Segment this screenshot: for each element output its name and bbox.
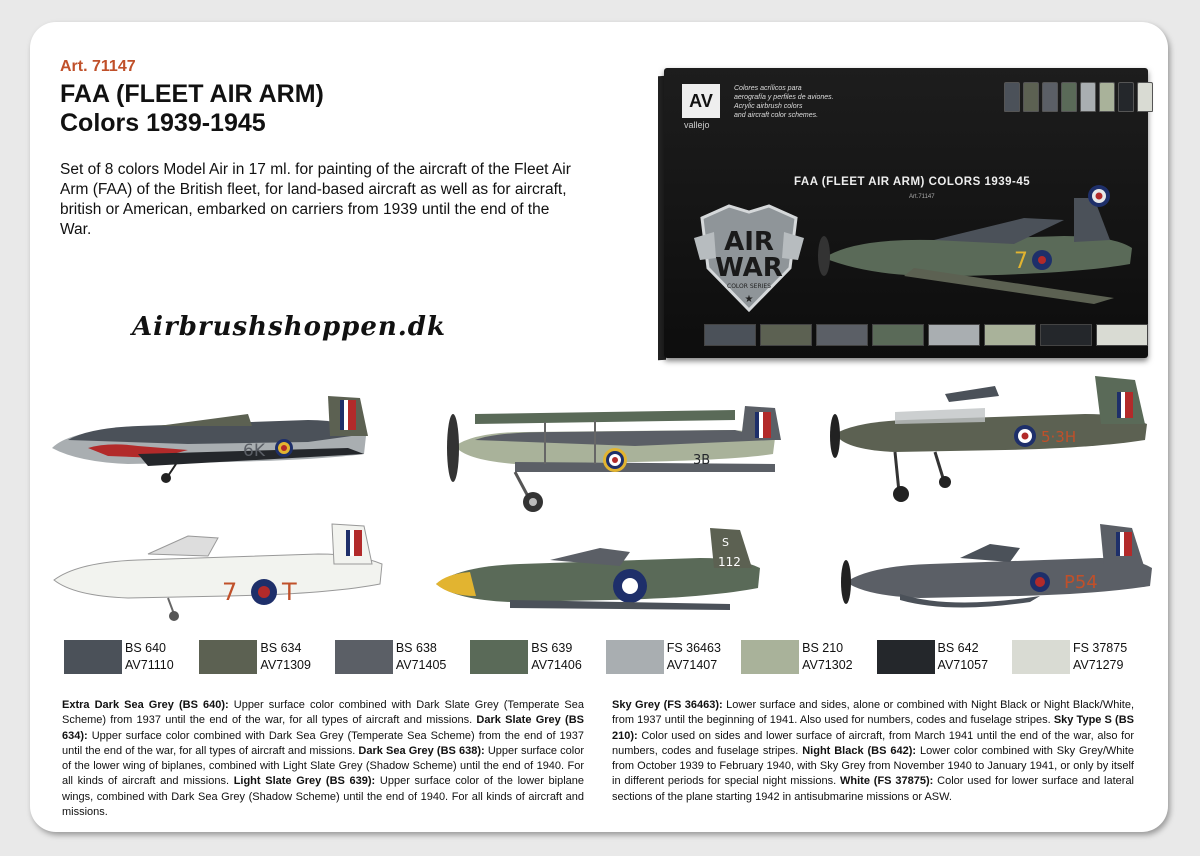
color-name: Sky Grey (FS 36463): (612, 699, 723, 711)
plane-code-3: 5·3H (1041, 428, 1077, 446)
color-name: Dark Slate Grey (BS 634): (62, 714, 585, 742)
box-swatch (872, 324, 924, 346)
swatch-ref: AV71279 (1072, 658, 1124, 672)
color-usage: Upper surface color of the lower biplane wings, combined with Dark Sea Grey (Shadow Scheme) until the end of 1940. For all kinds of aircraft and missions. (62, 775, 585, 819)
color-name: White (FS 37875): (840, 775, 934, 788)
color-name: Light Slate Grey (BS 639): (233, 775, 376, 788)
box-swatch (984, 324, 1036, 346)
swatch-label (938, 640, 989, 674)
swatch-ref: AV71110 (125, 658, 174, 672)
swatch-group (1012, 640, 1144, 680)
plane-code-6: 112 (718, 555, 741, 569)
box-title: FAA (FLEET AIR ARM) COLORS 1939-45 (794, 176, 1031, 188)
box-swatch (1040, 324, 1092, 346)
box-swatch (760, 324, 812, 346)
box-swatch (928, 324, 980, 346)
swatch-label (260, 640, 311, 674)
product-description: Set of 8 colors Model Air in 17 ml. for painting of the aircraft of the Fleet Air Arm (FAA) of the British fleet, for land-based aircraft as well as for aircraft, british or American, embarked on carriers from 1939 until the end of the War. (60, 161, 571, 238)
color-swatch-legend (64, 640, 1144, 680)
product-box-image (658, 62, 1148, 362)
swatch-chip (335, 640, 393, 674)
air-war-badge-icon (694, 198, 804, 318)
swatch-label (125, 640, 174, 674)
paint-pot-icon (1023, 82, 1039, 112)
swatch-code: BS 634 (260, 641, 302, 655)
badge-line-2: WAR (715, 253, 783, 283)
svg-text:7: 7 (1014, 249, 1028, 274)
box-swatch (704, 324, 756, 346)
box-swatch (816, 324, 868, 346)
swatch-group (606, 640, 738, 680)
box-brand: vallejo (684, 120, 710, 130)
color-usage: Color used on sides and lower surface of aircraft, from March 1941 until the end of the war, also for numbers, codes and fuselage stripes. (612, 729, 1134, 757)
plane-profile-1 (48, 390, 378, 485)
box-tagline (734, 84, 884, 120)
paint-pot-icon (1042, 82, 1058, 112)
box-tagline-3: Acrylic airbrush colors (734, 103, 803, 110)
description-right-column (612, 698, 1134, 805)
paint-pot-icon (1118, 82, 1134, 112)
swatch-ref: AV71406 (531, 658, 582, 672)
box-paint-pots (1004, 82, 1153, 112)
swatch-ref: AV71405 (395, 658, 447, 672)
swatch-chip (877, 640, 935, 674)
box-color-strip (704, 324, 1148, 346)
box-art-number: Art.71147 (909, 194, 935, 200)
plane-code-2: 3B (693, 453, 711, 468)
swatch-code: FS 36463 (666, 641, 721, 655)
color-name: Sky Type S (BS 210): (612, 714, 1134, 742)
title-line-1: FAA (FLEET AIR ARM) (60, 80, 324, 108)
description-left-column (62, 698, 584, 820)
badge-series: COLOR SERIES (727, 283, 771, 290)
color-usage: Upper surface color of the lower wing of biplanes, combined with Light Slate Grey (Shadow Scheme) until the end of 1940. For all kinds of aircraft and missions. (62, 744, 584, 788)
color-name: Extra Dark Sea Grey (BS 640): (62, 699, 229, 711)
swatch-label (802, 640, 853, 674)
swatch-group (199, 640, 331, 680)
swatch-chip (470, 640, 528, 674)
swatch-label (531, 640, 582, 674)
plane-code-5: T (282, 578, 297, 606)
swatch-group (64, 640, 196, 680)
swatch-chip (1012, 640, 1070, 674)
swatch-ref: AV71302 (802, 658, 853, 672)
paint-pot-icon (1061, 82, 1077, 112)
swatch-ref: AV71309 (260, 658, 311, 672)
swatch-code: BS 640 (125, 641, 167, 655)
color-usage: Color used for lower surface and lateral sections of the plane starting 1942 in antisubmarine missions or ASW. (612, 775, 1134, 803)
plane-profile-3 (825, 374, 1155, 504)
swatch-group (335, 640, 467, 680)
svg-text:★: ★ (744, 294, 754, 305)
color-usage: Lower surface and sides, alone or combined with Night Black or Night Black/White, from 1937 until the beginning of 1941. Also used for numbers, codes and fuselage stripes. (612, 699, 1135, 727)
swatch-code: BS 638 (395, 641, 437, 655)
badge-line-1: AIR (724, 227, 774, 257)
box-swatch (1096, 324, 1148, 346)
box-plane-image (814, 178, 1144, 318)
color-name: Dark Sea Grey (BS 638): (358, 744, 485, 757)
plane-profile-2 (435, 384, 795, 514)
swatch-ref: AV71057 (937, 658, 989, 672)
color-name: Night Black (BS 642): (802, 744, 917, 757)
page-title (60, 80, 324, 138)
plane-profile-5 (430, 510, 770, 620)
paint-pot-icon (1099, 82, 1115, 112)
swatch-code: BS 639 (531, 641, 573, 655)
article-number: Art. 71147 (60, 58, 136, 75)
color-usage: Upper surface color combined with Dark Sea Grey (Temperate Sea Scheme) from the end of 1937 until the end of the war, for all types of aircraft and missions. (62, 729, 584, 757)
swatch-chip (606, 640, 664, 674)
title-line-2: Colors 1939-1945 (60, 109, 266, 137)
swatch-chip (64, 640, 122, 674)
plane-s-mark: S (722, 536, 729, 549)
swatch-label (667, 640, 721, 674)
box-front (664, 68, 1148, 358)
box-tagline-1: Colores acrílicos para (734, 85, 802, 92)
box-tagline-4: and aircraft color schemes. (734, 112, 819, 119)
swatch-chip (741, 640, 799, 674)
box-tagline-2: aerografía y perfiles de aviones. (734, 94, 834, 101)
color-usage: Upper surface color combined with Dark Slate Grey (Temperate Sea Scheme) from 1937 until the end of the war, for all types of aircraft and missions. (62, 699, 584, 727)
swatch-group (877, 640, 1009, 680)
vallejo-logo-icon: AV (682, 84, 720, 118)
swatch-label (1073, 640, 1127, 674)
color-usage: Lower color combined with Sky Grey/White from October 1939 to February 1940, with Sky Grey from November 1940 to January 1941, or only by itself in different periods for special night missions. (612, 744, 1134, 788)
swatch-chip (199, 640, 257, 674)
swatch-group (741, 640, 873, 680)
swatch-code: FS 37875 (1072, 641, 1128, 655)
plane-code-7: P54 (1064, 572, 1098, 593)
plane-profile-4 (48, 514, 393, 624)
paint-pot-icon (1137, 82, 1153, 112)
swatch-ref: AV71407 (666, 658, 718, 672)
paint-pot-icon (1004, 82, 1020, 112)
swatch-code: BS 642 (937, 641, 979, 655)
paint-pot-icon (1080, 82, 1096, 112)
swatch-label (396, 640, 447, 674)
product-sheet (30, 22, 1168, 832)
swatch-group (470, 640, 602, 680)
watermark: Airbrushshoppen.dk (132, 312, 447, 342)
plane-code-1: 6K (243, 441, 265, 461)
swatch-code: BS 210 (802, 641, 844, 655)
plane-code-4: 7 (222, 578, 238, 606)
plane-profile-6 (840, 510, 1160, 620)
